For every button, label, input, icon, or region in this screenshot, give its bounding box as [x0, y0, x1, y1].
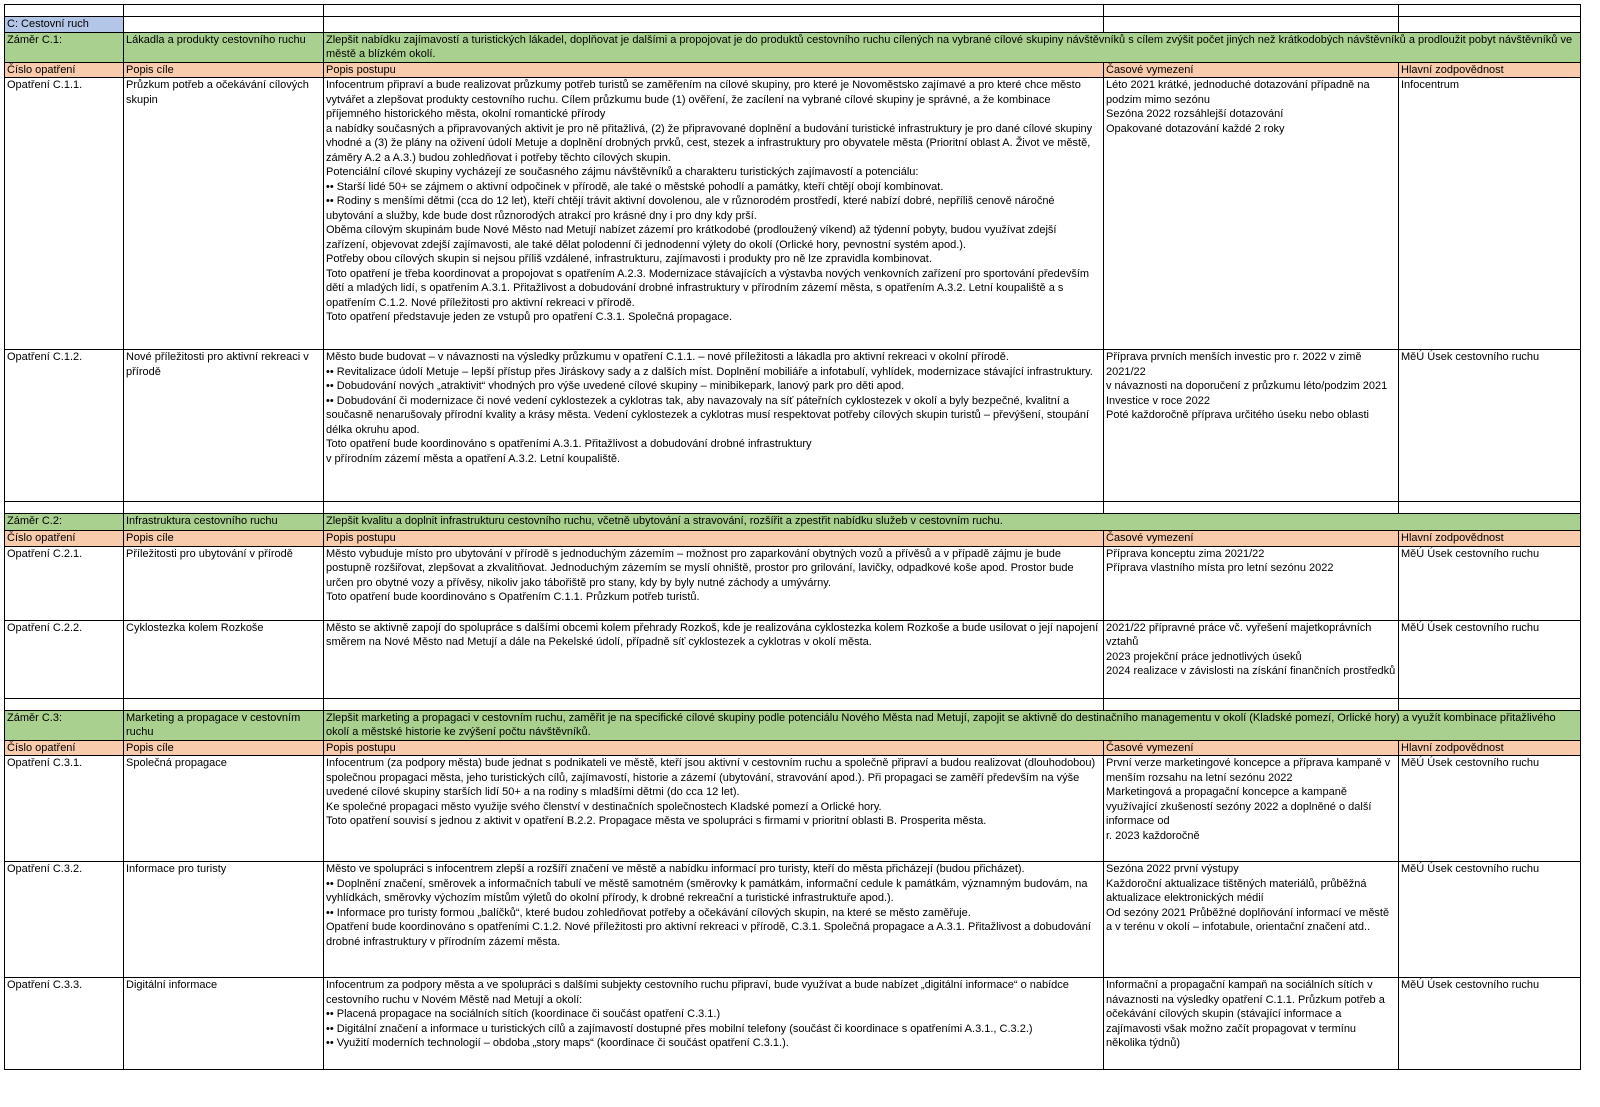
procedure-paragraph: Toto opatření bude koordinováno s opatřeními A.3.1. Přitažlivost a dobudování drobné infrastruktury [326, 438, 812, 450]
header-goal-description[interactable]: Popis cíle [124, 531, 324, 547]
procedure-paragraph: •• Starší lidé 50+ se zájmem o aktivní odpočinek v přírodě, ale také o městské pohodlí a památky, kteří chtějí obojí kombinovat. [326, 180, 944, 193]
measure-row [5, 978, 1581, 1070]
procedure-paragraph: v přírodním zázemí města a opatření A.3.2. Letní koupaliště. [326, 452, 621, 465]
timing-line: 2023 projekční práce jednotlivých úseků [1106, 650, 1302, 663]
timing-line: Příprava konceptu zima 2021/22 [1106, 547, 1265, 560]
empty-cell[interactable] [1399, 5, 1581, 17]
measure-timing[interactable] [1104, 350, 1399, 502]
timing-line: r. 2023 každoročně [1106, 829, 1200, 842]
procedure-paragraph: •• Doplnění značení, směrovek a informačních tabulí ve městě samotném (směrovky k památkám, informační cedule k památkám, významným budovám, na vyhlídkách, směrovky výchozím místům výletů do okolní přírody, k drobné rekreační a turistické infrastruktuře apod.). [326, 877, 1088, 904]
measure-id[interactable]: Opatření C.2.1. [5, 546, 124, 620]
measure-responsibility[interactable]: MěÚ Úsek cestovního ruchu [1399, 862, 1581, 978]
empty-cell[interactable] [1399, 698, 1581, 710]
empty-cell[interactable] [5, 698, 124, 710]
empty-cell[interactable] [1399, 502, 1581, 514]
timing-line: 2021/22 přípravné práce vč. vyřešení majetkoprávních vztahů [1106, 621, 1372, 648]
procedure-paragraph: Toto opatření bude koordinováno s Opatřením C.1.1. Průzkum potřeb turistů. [326, 591, 700, 603]
header-row [5, 740, 1581, 756]
header-goal-description[interactable]: Popis cíle [124, 62, 324, 78]
empty-cell[interactable] [324, 502, 1104, 514]
goal-description[interactable]: Zlepšit kvalitu a doplnit infrastrukturu cestovního ruchu, včetně ubytování a stravování, rozšířit a zpestřit nabídku služeb v cestovním ruchu. [324, 514, 1581, 531]
measure-procedure[interactable] [324, 978, 1104, 1070]
empty-cell[interactable] [324, 698, 1104, 710]
measure-row [5, 756, 1581, 862]
header-measure-number[interactable]: Číslo opatření [5, 62, 124, 78]
goal-code[interactable]: Záměr C.2: [5, 514, 124, 531]
procedure-paragraph: a nabídky současných a připravovaných aktivit je pro ně přitažlivá, (2) že připravované doplnění a budování turistické infrastruktury je pro dané cílové skupiny vhodné a (3) že plány na oživení údolí Metuje a doplnění drobných prvků, cest, stezek a infrastruktury pro obyvatele města (Prioritní oblast A. Život ve městě, záměry A.2 a A.3.) budou zohledňovat i potřeby těchto cílových skupin. [326, 122, 1093, 164]
timing-line: Sezóna 2022 rozsáhlejší dotazování [1106, 108, 1284, 120]
measure-goal[interactable]: Cyklostezka kolem Rozkoše [124, 620, 324, 698]
procedure-paragraph: Město bude budovat – v návaznosti na výsledky průzkumu v opatření C.1.1. – nové příležitosti a lákadla pro aktivní rekreaci v okolní přírodě. [326, 351, 1009, 363]
timing-line: Informační a propagační kampaň na sociálních sítích v návaznosti na výsledky opatření C.1.1. Průzkum potřeb a očekávání cílových skupin (stávající informace a zajímavosti však možno začít propagovat v termínu několika týdnů) [1106, 979, 1385, 1049]
measure-timing[interactable] [1104, 978, 1399, 1070]
measure-timing[interactable] [1104, 546, 1399, 620]
procedure-paragraph: •• Dobudování či modernizace či nové vedení cyklostezek a cyklotras tak, aby navazovaly na síť páteřních cyklostezek v okolí a byly bezpečné, kvalitní a současně nenarušovaly přírodní kvality a krásy města. Vedení cyklostezek a cyklotras musí respektovat potřeby cílových skupin turistů – převýšení, stoupání délka okruhu apod. [326, 394, 1090, 436]
timing-line: Opakované dotazování každé 2 roky [1106, 122, 1285, 135]
empty-row [5, 5, 1581, 17]
measure-row [5, 78, 1581, 350]
measure-id[interactable]: Opatření C.3.3. [5, 978, 124, 1070]
header-responsibility[interactable]: Hlavní zodpovědnost [1399, 531, 1581, 547]
empty-cell[interactable] [324, 17, 1104, 33]
measure-timing[interactable] [1104, 78, 1399, 350]
measure-procedure[interactable] [324, 620, 1104, 698]
procedure-paragraph: Infocentrum (za podpory města) bude jednat s podnikateli ve městě, kteří jsou aktivní v cestovním ruchu a společně připraví a budou realizovat (dlouhodobou) společnou propagaci města, jeho turistických cílů, zajímavostí, historie a zázemí (ubytování, stravování apod.). Při propagaci se zaměří především na výše uvedené cílové skupiny starších lidí 50+ a na rodiny s mladšími dětmi (do cca 12 let). [326, 757, 1096, 798]
procedure-paragraph: •• Digitální značení a informace u turistických cílů a zajímavostí dostupné přes mobilní telefony (součást či koordinace s opatřeními A.3.1., C.3.2.) [326, 1022, 1033, 1035]
measure-row [5, 620, 1581, 698]
header-goal-description[interactable]: Popis cíle [124, 740, 324, 756]
header-procedure[interactable]: Popis postupu [324, 531, 1104, 547]
timing-line: Léto 2021 krátké, jednoduché dotazování případně na podzim mimo sezónu [1106, 79, 1370, 106]
measure-id[interactable]: Opatření C.3.1. [5, 756, 124, 862]
measure-timing[interactable] [1104, 620, 1399, 698]
measure-procedure[interactable] [324, 756, 1104, 862]
header-timing[interactable]: Časové vymezení [1104, 62, 1399, 78]
goal-name[interactable]: Lákadla a produkty cestovního ruchu [124, 32, 324, 62]
timing-line: 2024 realizace v závislosti na získání finančních prostředků [1106, 665, 1396, 677]
empty-row [5, 502, 1581, 514]
empty-cell[interactable] [1104, 502, 1399, 514]
empty-cell[interactable] [1104, 17, 1399, 33]
measure-responsibility[interactable]: MěÚ Úsek cestovního ruchu [1399, 978, 1581, 1070]
measure-id[interactable]: Opatření C.2.2. [5, 620, 124, 698]
measure-row [5, 350, 1581, 502]
measure-responsibility[interactable]: MěÚ Úsek cestovního ruchu [1399, 546, 1581, 620]
procedure-paragraph: Infocentrum připraví a bude realizovat průzkumy potřeb turistů se zaměřením na cílové skupiny, pro které je Novoměstsko zajímavé a pro které chce město vytvářet a zlepšovat produkty cestovního ruchu. Cílem průzkumu bude (1) ověření, že zacílení na vybrané cílové skupiny je správné, a že kombinace příjemného historického města, okolní romantické přírody [326, 79, 1081, 120]
procedure-paragraph: Toto opatření je třeba koordinovat a propojovat s opatřením A.2.3. Modernizace stávajících a výstavba nových venkovních zařízení pro sportování především dětí a mladých lidí, s opatřením A.3.1. Přitažlivost a dobudování drobné infrastruktury v přírodním zázemí města, s opatřením A.3.2. Letní koupaliště a s opatřením C.1.2. Nové příležitosti pro aktivní rekreaci v přírodě. [326, 267, 1090, 309]
timing-line: a v terénu v okolí – infotabule, orientační značení atd.. [1106, 921, 1371, 933]
timing-line: Příprava prvních menších investic pro r. 2022 v zimě 2021/22 [1106, 351, 1362, 378]
measure-row [5, 546, 1581, 620]
timing-line: První verze marketingové koncepce a příprava kampaně v menším rozsahu na letní sezónu 2022 [1106, 757, 1391, 784]
measure-procedure[interactable] [324, 78, 1104, 350]
header-measure-number[interactable]: Číslo opatření [5, 531, 124, 547]
procedure-paragraph: •• Informace pro turisty formou „balíčků“, které budou zohledňovat potřeby a očekávání cílových skupin, na které se město zaměřuje. [326, 906, 971, 919]
header-row [5, 62, 1581, 78]
timing-line: Poté každoročně příprava určitého úseku nebo oblasti [1106, 409, 1369, 421]
measure-timing[interactable] [1104, 756, 1399, 862]
timing-line: Marketingová a propagační koncepce a kampaně využívající zkušeností sezóny 2022 a doplněné o další informace od [1106, 786, 1372, 827]
procedure-paragraph: •• Rodiny s menšími dětmi (cca do 12 let), kteří chtějí trávit aktivní dovolenou, ale v různorodém prostředí, které nabízí dobré, nepříliš cenově náročné ubytování a služby, kde bude dost různorodých atrakcí pro krásné dny i pro dny kdy prší. [326, 195, 1055, 222]
measure-responsibility[interactable]: MěÚ Úsek cestovního ruchu [1399, 350, 1581, 502]
timing-line: Investice v roce 2022 [1106, 394, 1210, 407]
header-timing[interactable]: Časové vymezení [1104, 740, 1399, 756]
measure-goal[interactable]: Informace pro turisty [124, 862, 324, 978]
procedure-paragraph: Toto opatření představuje jeden ze vstupů pro opatření C.3.1. Společná propagace. [326, 311, 733, 323]
section-title-row [5, 17, 1581, 33]
procedure-paragraph: Ke společné propagaci město využije svého členství v destinačních společnostech Kladské pomezí a Orlické hory. [326, 800, 882, 813]
goal-description[interactable]: Zlepšit marketing a propagaci v cestovním ruchu, zaměřit je na specifické cílové skupiny podle potenciálu Nového Města nad Metují, zapojit se aktivně do destinačního managementu v okolí (Kladské pomezí, Orlické hory) a využít kombinace přitažlivého okolí a městské historie ke zvýšení počtu návštěvníků. [324, 710, 1581, 740]
procedure-paragraph: •• Revitalizace údolí Metuje – lepší přístup přes Jiráskovy sady a z dalších míst. Doplnění mobiliáře a infotabulí, vyhlídek, modernizace stávající infrastruktury. [326, 365, 1093, 378]
procedure-paragraph: •• Placená propagace na sociálních sítích (koordinace či součást opatření C.3.1.) [326, 1008, 721, 1020]
goal-row [5, 514, 1581, 531]
empty-cell[interactable] [5, 5, 124, 17]
spreadsheet-table [4, 4, 1581, 1070]
empty-cell[interactable] [5, 502, 124, 514]
procedure-paragraph: •• Využití moderních technologií – obdoba „story maps“ (koordinace či součást opatření C.3.1.). [326, 1037, 789, 1049]
measure-id[interactable]: Opatření C.1.1. [5, 78, 124, 350]
measure-goal[interactable]: Průzkum potřeb a očekávání cílových skupin [124, 78, 324, 350]
timing-line: Příprava vlastního místa pro letní sezónu 2022 [1106, 562, 1334, 574]
procedure-paragraph: Město ve spolupráci s infocentrem zlepší a rozšíří značení ve městě a nabídku informací pro turisty, kteří do města přicházejí (budou přicházet). [326, 863, 1025, 875]
procedure-paragraph: Toto opatření souvisí s jednou z aktivit v opatření B.2.2. Propagace města ve spolupráci s firmami v prioritní oblasti B. Prosperita města. [326, 815, 987, 827]
procedure-paragraph: •• Dobudování nových „atraktivit“ vhodných pro výše uvedené cílové skupiny – minibikepark, lanový park pro děti apod. [326, 380, 905, 392]
goal-row [5, 710, 1581, 740]
empty-cell[interactable] [124, 502, 324, 514]
measure-procedure[interactable] [324, 546, 1104, 620]
procedure-paragraph: Opatření bude koordinováno s opatřeními C.1.2. Nové příležitosti pro aktivní rekreaci v přírodě, C.3.1. Společná propagace a A.3.1. Přitažlivost a dobudování drobné infrastruktury v přírodním zázemí města. [326, 921, 1091, 948]
goal-description[interactable]: Zlepšit nabídku zajímavostí a turistických lákadel, doplňovat je dalšími a propojovat je do produktů cestovního ruchu cílených na vybrané cílové skupiny návštěvníků s cílem zvýšit počet jiných než krátkodobých návštěvníků a prodloužit pobyt návštěvníků ve městě a blízkém okolí. [324, 32, 1581, 62]
goal-code[interactable]: Záměr C.1: [5, 32, 124, 62]
measure-goal[interactable]: Příležitosti pro ubytování v přírodě [124, 546, 324, 620]
header-responsibility[interactable]: Hlavní zodpovědnost [1399, 62, 1581, 78]
header-measure-number[interactable]: Číslo opatření [5, 740, 124, 756]
measure-row [5, 862, 1581, 978]
timing-line: v návaznosti na doporučení z průzkumu léto/podzim 2021 [1106, 380, 1388, 392]
measure-id[interactable]: Opatření C.1.2. [5, 350, 124, 502]
goal-code[interactable]: Záměr C.3: [5, 710, 124, 740]
header-procedure[interactable]: Popis postupu [324, 740, 1104, 756]
procedure-paragraph: Oběma cílovým skupinám bude Nové Město nad Metují nabízet zázemí pro krátkodobé (prodloužený víkend) až týdenní pobyty, budou využívat zdejší zařízení, objevovat zdejší zajímavosti, ale také dělat polodenní či jednodenní výlety do okolí (Orlické hory, pevnostní systém apod.). [326, 224, 1057, 251]
timing-line: Sezóna 2022 první výstupy [1106, 863, 1239, 875]
goal-row [5, 32, 1581, 62]
measure-goal[interactable]: Digitální informace [124, 978, 324, 1070]
procedure-paragraph: Město vybuduje místo pro ubytování v přírodě s jednoduchým zázemím – možnost pro zaparkování obytných vozů a přívěsů a v případě zájmu je bude postupně rozšiřovat, zlepšovat a zkvalitňovat. Jednoduchým zázemím se myslí ohniště, prostor pro grilování, lavičky, odpadkové koše apod. Prostor bude určen pro obytné vozy a přívěsy, nikoliv jako tábořiště pro stany, kdy by byly nutné záchody a umývárny. [326, 547, 1074, 589]
timing-line: Od sezóny 2021 Průběžné doplňování informací ve městě [1106, 906, 1390, 919]
section-title[interactable]: C: Cestovní ruch [5, 17, 124, 33]
empty-cell[interactable] [124, 17, 324, 33]
measure-id[interactable]: Opatření C.3.2. [5, 862, 124, 978]
measure-goal[interactable]: Společná propagace [124, 756, 324, 862]
empty-cell[interactable] [124, 5, 324, 17]
measure-responsibility[interactable]: MěÚ Úsek cestovního ruchu [1399, 756, 1581, 862]
measure-responsibility[interactable]: MěÚ Úsek cestovního ruchu [1399, 620, 1581, 698]
empty-cell[interactable] [124, 698, 324, 710]
procedure-paragraph: Infocentrum za podpory města a ve spolupráci s dalšími subjekty cestovního ruchu připraví, bude využívat a bude nabízet „digitální informace“ o nabídce cestovního ruchu v Novém Městě nad Metují a okolí: [326, 979, 1069, 1006]
empty-row [5, 698, 1581, 710]
header-row [5, 531, 1581, 547]
empty-cell[interactable] [1104, 698, 1399, 710]
empty-cell[interactable] [324, 5, 1104, 17]
procedure-paragraph: Potřeby obou cílových skupin si nejsou příliš vzdálené, infrastrukturu, zajímavosti i produkty pro ně lze zpravidla kombinovat. [326, 253, 932, 265]
header-responsibility[interactable]: Hlavní zodpovědnost [1399, 740, 1581, 756]
measure-goal[interactable]: Nové příležitosti pro aktivní rekreaci v přírodě [124, 350, 324, 502]
header-timing[interactable]: Časové vymezení [1104, 531, 1399, 547]
goal-name[interactable]: Infrastruktura cestovního ruchu [124, 514, 324, 531]
measure-procedure[interactable] [324, 350, 1104, 502]
header-procedure[interactable]: Popis postupu [324, 62, 1104, 78]
procedure-paragraph: Potenciální cílové skupiny vycházejí ze současného zájmu návštěvníků a charakteru turistických zajímavostí a potenciálu: [326, 166, 919, 178]
empty-cell[interactable] [1104, 5, 1399, 17]
measure-responsibility[interactable]: Infocentrum [1399, 78, 1581, 350]
procedure-paragraph: Město se aktivně zapojí do spolupráce s dalšími obcemi kolem přehrady Rozkoš, kde je realizována cyklostezka kolem Rozkoše a bude usilovat o její napojení směrem na Nové Město nad Metují a dále na Pekelské údolí, případně síť cyklostezek a cyklotras v okolí města. [326, 621, 1099, 648]
measure-procedure[interactable] [324, 862, 1104, 978]
timing-line: Každoroční aktualizace tištěných materiálů, průběžná aktualizace elektronických médií [1106, 877, 1367, 904]
empty-cell[interactable] [1399, 17, 1581, 33]
goal-name[interactable]: Marketing a propagace v cestovním ruchu [124, 710, 324, 740]
measure-timing[interactable] [1104, 862, 1399, 978]
